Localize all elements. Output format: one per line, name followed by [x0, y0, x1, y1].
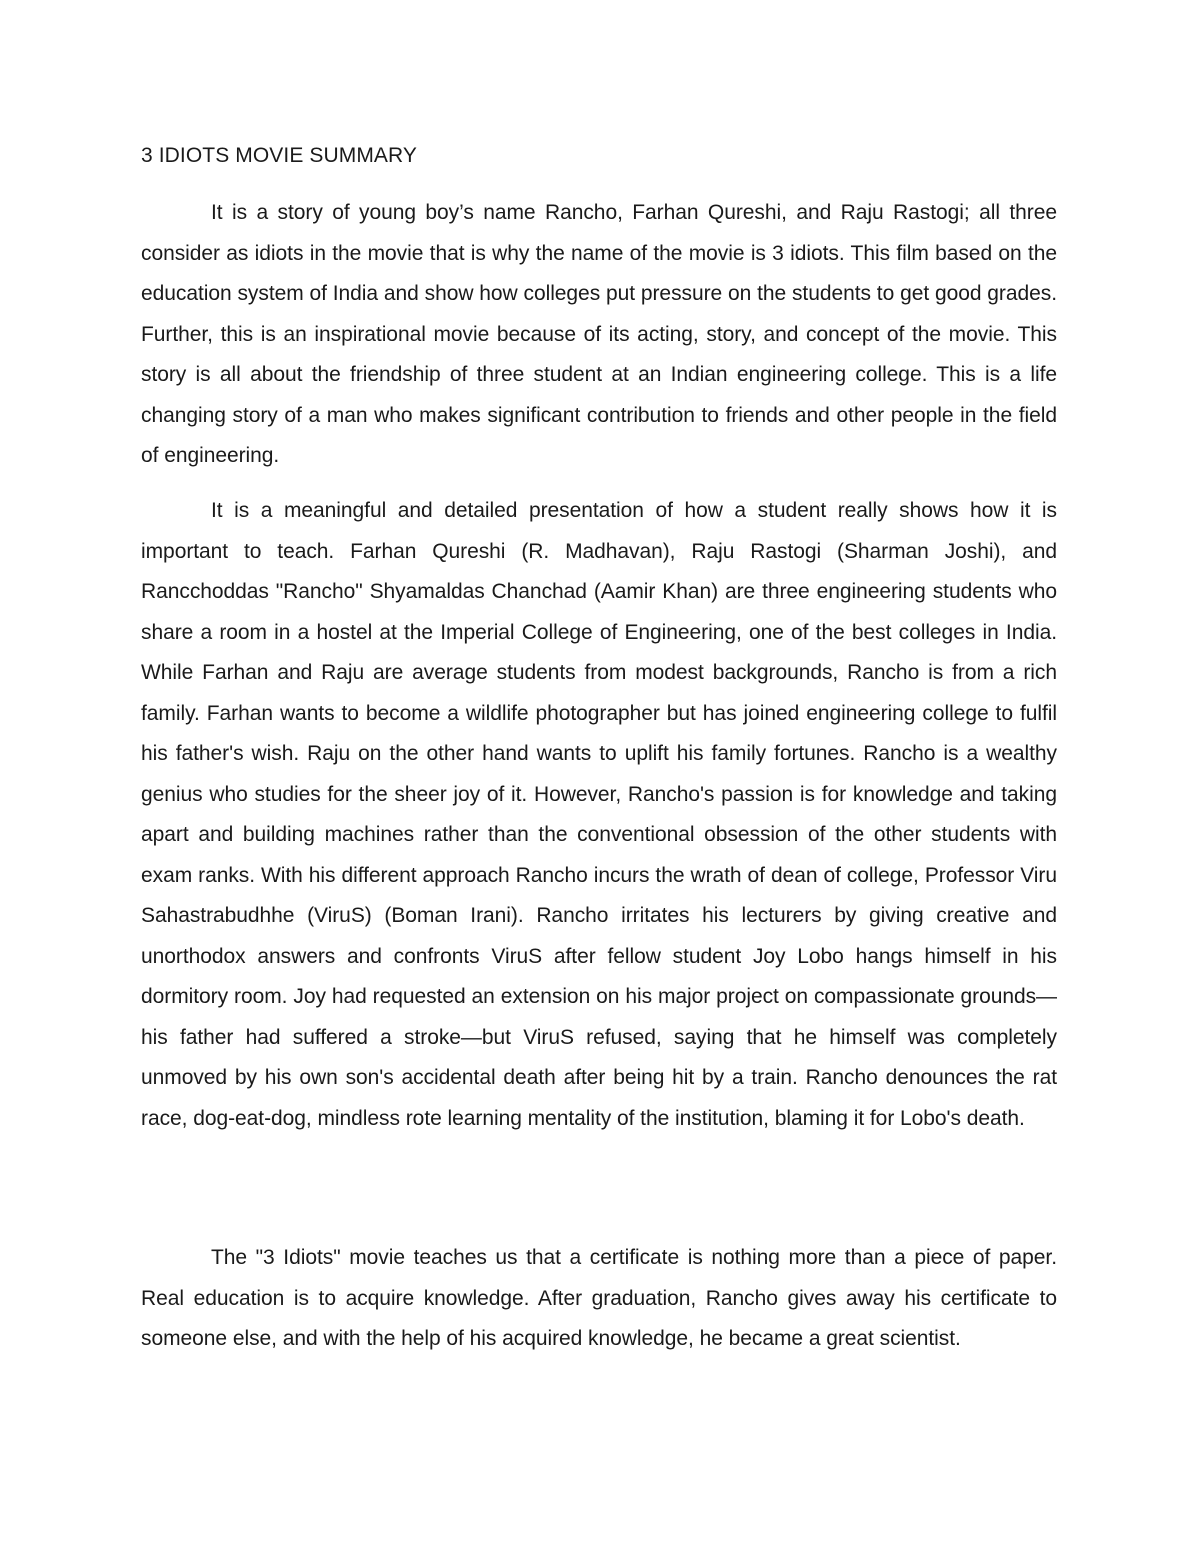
- paragraph-conclusion: The "3 Idiots" movie teaches us that a certificate is nothing more than a piece of paper. Real education is to acquire knowledge. After graduation, Rancho gives away his certificate to someone else, and with the help of his acquired knowledge, he became a great scientist.: [141, 1246, 1057, 1350]
- document-title: 3 IDIOTS MOVIE SUMMARY: [141, 144, 418, 167]
- paragraph-introduction: It is a story of young boy’s name Rancho, Farhan Qureshi, and Raju Rastogi; all three consider as idiots in the movie that is why the name of the movie is 3 idiots. This film based on the education system of India and show how colleges put pressure on the students to get good grades. Further, this is an inspirational movie because of its acting, story, and concept of the movie. This story is all about the friendship of three student at an Indian engineering college. This is a life changing story of a man who makes significant contribution to friends and other people in the field of engineering.: [141, 201, 1057, 467]
- paragraph-plot-summary: It is a meaningful and detailed presentation of how a student really shows how it is important to teach. Farhan Qureshi (R. Madhavan), Raju Rastogi (Sharman Joshi), and Rancchoddas "Rancho" Shyamaldas Chanchad (Aamir Khan) are three engineering students who share a room in a hostel at the Imperial College of Engineering, one of the best colleges in India. While Farhan and Raju are average students from modest backgrounds, Rancho is from a rich family. Farhan wants to become a wildlife photographer but has joined engineering college to fulfil his father's wish. Raju on the other hand wants to uplift his family fortunes. Rancho is a wealthy genius who studies for the sheer joy of it. However, Rancho's passion is for knowledge and taking apart and building machines rather than the conventional obsession of the other students with exam ranks. With his different approach Rancho incurs the wrath of dean of college, Professor Viru Sahastrabudhhe (ViruS) (Boman Irani). Rancho irritates his lecturers by giving creative and unorthodox answers and confronts ViruS after fellow student Joy Lobo hangs himself in his dormitory room. Joy had requested an extension on his major project on compassionate grounds—his father had suffered a stroke—but ViruS refused, saying that he himself was completely unmoved by his own son's accidental death after being hit by a train. Rancho denounces the rat race, dog-eat-dog, mindless rote learning mentality of the institution, blaming it for Lobo's death.: [141, 499, 1057, 1130]
